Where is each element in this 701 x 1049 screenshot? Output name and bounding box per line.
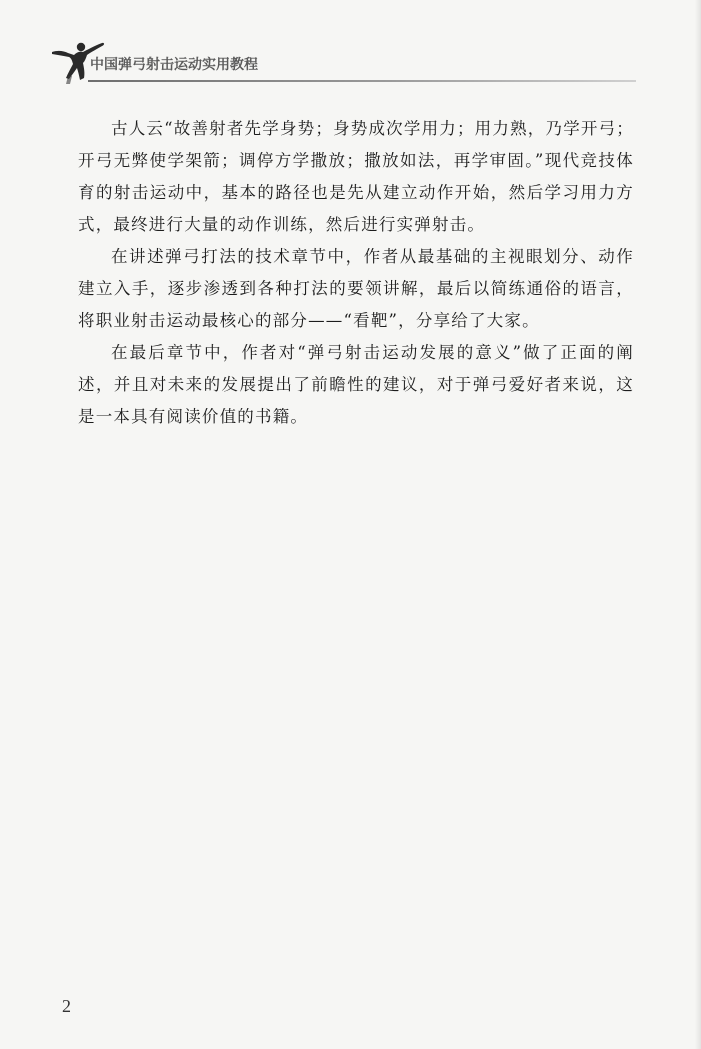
header-rule — [88, 80, 636, 82]
running-header-title: 中国弹弓射击运动实用教程 — [90, 57, 258, 73]
paragraph-1: 古人云“故善射者先学身势；身势成次学用力；用力熟，乃学开弓；开弓无弊使学架箭；调停方学撒放；撒放如法，再学审固。”现代竞技体育的射击运动中，基本的路径也是先从建立动作开始，然后学习用力方式，最终进行大量的动作训练，然后进行实弹射击。 — [78, 119, 634, 234]
paragraph-3: 在最后章节中，作者对“弹弓射击运动发展的意义”做了正面的阐述，并且对未来的发展提出了前瞻性的建议，对于弹弓爱好者来说，这是一本具有阅读价值的书籍。 — [78, 343, 634, 426]
body-text — [78, 113, 634, 433]
page-edge-shadow — [695, 0, 701, 1049]
page-number: 2 — [62, 996, 71, 1016]
paragraph-2: 在讲述弹弓打法的技术章节中，作者从最基础的主视眼划分、动作建立入手，逐步渗透到各种打法的要领讲解，最后以简练通俗的语言，将职业射击运动最核心的部分——“看靶”，分享给了大家。 — [78, 247, 634, 330]
running-header — [50, 38, 650, 84]
